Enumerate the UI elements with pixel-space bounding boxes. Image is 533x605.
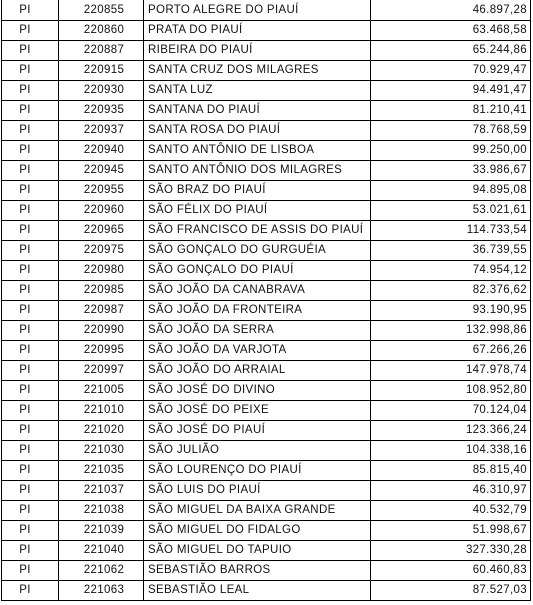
municipality-name-cell: SÃO FÉLIX DO PIAUÍ — [144, 201, 371, 221]
table-row — [2, 541, 531, 561]
state-cell: PI — [2, 281, 59, 301]
amount-cell: 87.527,03 — [371, 581, 531, 601]
municipality-name-cell: SÃO JOÃO DO ARRAIAL — [144, 361, 371, 381]
state-cell: PI — [2, 501, 59, 521]
municipality-name-cell: SEBASTIÃO LEAL — [144, 581, 371, 601]
ibge-code-cell: 220915 — [59, 61, 144, 81]
municipality-name-cell: SÃO JOÃO DA FRONTEIRA — [144, 301, 371, 321]
state-cell: PI — [2, 221, 59, 241]
municipality-table — [1, 0, 531, 601]
state-cell: PI — [2, 581, 59, 601]
amount-cell: 93.190,95 — [371, 301, 531, 321]
table-row — [2, 481, 531, 501]
state-cell: PI — [2, 321, 59, 341]
municipality-name-cell: SÃO GONÇALO DO GURGUÉIA — [144, 241, 371, 261]
amount-cell: 114.733,54 — [371, 221, 531, 241]
state-cell: PI — [2, 121, 59, 141]
table-row — [2, 421, 531, 441]
municipality-name-cell: SANTO ANTÔNIO DOS MILAGRES — [144, 161, 371, 181]
table-row — [2, 121, 531, 141]
state-cell: PI — [2, 0, 59, 21]
state-cell: PI — [2, 381, 59, 401]
amount-cell: 70.124,04 — [371, 401, 531, 421]
municipality-name-cell: PRATA DO PIAUÍ — [144, 21, 371, 41]
amount-cell: 63.468,58 — [371, 21, 531, 41]
ibge-code-cell: 220860 — [59, 21, 144, 41]
municipality-name-cell: SANTA CRUZ DOS MILAGRES — [144, 61, 371, 81]
state-cell: PI — [2, 81, 59, 101]
table-row — [2, 221, 531, 241]
municipality-name-cell: SÃO JOSÉ DO PIAUÍ — [144, 421, 371, 441]
state-cell: PI — [2, 181, 59, 201]
amount-cell: 82.376,62 — [371, 281, 531, 301]
amount-cell: 46.897,28 — [371, 0, 531, 21]
table-row — [2, 101, 531, 121]
ibge-code-cell: 220980 — [59, 261, 144, 281]
amount-cell: 36.739,55 — [371, 241, 531, 261]
ibge-code-cell: 220855 — [59, 0, 144, 21]
table-row — [2, 261, 531, 281]
state-cell: PI — [2, 341, 59, 361]
ibge-code-cell: 221005 — [59, 381, 144, 401]
state-cell: PI — [2, 301, 59, 321]
municipality-name-cell: RIBEIRA DO PIAUÍ — [144, 41, 371, 61]
amount-cell: 123.366,24 — [371, 421, 531, 441]
table-row — [2, 161, 531, 181]
municipality-name-cell: SÃO JOÃO DA CANABRAVA — [144, 281, 371, 301]
table-row — [2, 241, 531, 261]
state-cell: PI — [2, 241, 59, 261]
ibge-code-cell: 221030 — [59, 441, 144, 461]
table-row — [2, 441, 531, 461]
amount-cell: 40.532,79 — [371, 501, 531, 521]
table-row — [2, 521, 531, 541]
amount-cell: 74.954,12 — [371, 261, 531, 281]
municipality-name-cell: SÃO JOSÉ DO DIVINO — [144, 381, 371, 401]
table-row — [2, 341, 531, 361]
municipality-name-cell: SÃO GONÇALO DO PIAUÍ — [144, 261, 371, 281]
municipality-name-cell: SÃO LUIS DO PIAUÍ — [144, 481, 371, 501]
amount-cell: 78.768,59 — [371, 121, 531, 141]
municipality-name-cell: SANTANA DO PIAUÍ — [144, 101, 371, 121]
municipality-name-cell: SÃO LOURENÇO DO PIAUÍ — [144, 461, 371, 481]
municipality-name-cell: SANTA LUZ — [144, 81, 371, 101]
table-row — [2, 561, 531, 581]
table-row — [2, 501, 531, 521]
ibge-code-cell: 221037 — [59, 481, 144, 501]
table-row — [2, 281, 531, 301]
state-cell: PI — [2, 521, 59, 541]
amount-cell: 70.929,47 — [371, 61, 531, 81]
ibge-code-cell: 220955 — [59, 181, 144, 201]
amount-cell: 99.250,00 — [371, 141, 531, 161]
municipality-name-cell: SÃO JOSÉ DO PEIXE — [144, 401, 371, 421]
municipality-table-page — [1, 0, 531, 601]
ibge-code-cell: 220937 — [59, 121, 144, 141]
amount-cell: 51.998,67 — [371, 521, 531, 541]
municipality-name-cell: SÃO JOÃO DA VARJOTA — [144, 341, 371, 361]
ibge-code-cell: 220935 — [59, 101, 144, 121]
state-cell: PI — [2, 421, 59, 441]
table-row — [2, 201, 531, 221]
ibge-code-cell: 220940 — [59, 141, 144, 161]
state-cell: PI — [2, 361, 59, 381]
ibge-code-cell: 221035 — [59, 461, 144, 481]
ibge-code-cell: 220975 — [59, 241, 144, 261]
table-row — [2, 381, 531, 401]
amount-cell: 33.986,67 — [371, 161, 531, 181]
table-row — [2, 581, 531, 601]
table-row — [2, 181, 531, 201]
amount-cell: 60.460,83 — [371, 561, 531, 581]
municipality-name-cell: PORTO ALEGRE DO PIAUÍ — [144, 0, 371, 21]
table-row — [2, 361, 531, 381]
municipality-name-cell: SÃO JULIÃO — [144, 441, 371, 461]
ibge-code-cell: 221039 — [59, 521, 144, 541]
municipality-name-cell: SÃO FRANCISCO DE ASSIS DO PIAUÍ — [144, 221, 371, 241]
municipality-name-cell: SÃO MIGUEL DO FIDALGO — [144, 521, 371, 541]
municipality-name-cell: SANTA ROSA DO PIAUÍ — [144, 121, 371, 141]
table-row — [2, 61, 531, 81]
ibge-code-cell: 220987 — [59, 301, 144, 321]
amount-cell: 85.815,40 — [371, 461, 531, 481]
state-cell: PI — [2, 141, 59, 161]
ibge-code-cell: 220887 — [59, 41, 144, 61]
amount-cell: 104.338,16 — [371, 441, 531, 461]
amount-cell: 94.491,47 — [371, 81, 531, 101]
state-cell: PI — [2, 261, 59, 281]
ibge-code-cell: 220930 — [59, 81, 144, 101]
municipality-name-cell: SANTO ANTÔNIO DE LISBOA — [144, 141, 371, 161]
table-body — [2, 0, 531, 601]
state-cell: PI — [2, 461, 59, 481]
table-row — [2, 401, 531, 421]
amount-cell: 67.266,26 — [371, 341, 531, 361]
municipality-name-cell: SEBASTIÃO BARROS — [144, 561, 371, 581]
amount-cell: 81.210,41 — [371, 101, 531, 121]
ibge-code-cell: 221038 — [59, 501, 144, 521]
table-row — [2, 81, 531, 101]
state-cell: PI — [2, 561, 59, 581]
table-row — [2, 0, 531, 21]
state-cell: PI — [2, 541, 59, 561]
state-cell: PI — [2, 481, 59, 501]
ibge-code-cell: 220960 — [59, 201, 144, 221]
state-cell: PI — [2, 161, 59, 181]
ibge-code-cell: 220945 — [59, 161, 144, 181]
amount-cell: 147.978,74 — [371, 361, 531, 381]
ibge-code-cell: 221040 — [59, 541, 144, 561]
ibge-code-cell: 220995 — [59, 341, 144, 361]
state-cell: PI — [2, 441, 59, 461]
state-cell: PI — [2, 41, 59, 61]
amount-cell: 327.330,28 — [371, 541, 531, 561]
amount-cell: 94.895,08 — [371, 181, 531, 201]
ibge-code-cell: 221020 — [59, 421, 144, 441]
amount-cell: 53.021,61 — [371, 201, 531, 221]
ibge-code-cell: 221062 — [59, 561, 144, 581]
ibge-code-cell: 220985 — [59, 281, 144, 301]
state-cell: PI — [2, 61, 59, 81]
municipality-name-cell: SÃO BRAZ DO PIAUÍ — [144, 181, 371, 201]
amount-cell: 132.998,86 — [371, 321, 531, 341]
state-cell: PI — [2, 201, 59, 221]
municipality-name-cell: SÃO JOÃO DA SERRA — [144, 321, 371, 341]
municipality-name-cell: SÃO MIGUEL DA BAIXA GRANDE — [144, 501, 371, 521]
table-row — [2, 141, 531, 161]
state-cell: PI — [2, 101, 59, 121]
amount-cell: 46.310,97 — [371, 481, 531, 501]
amount-cell: 65.244,86 — [371, 41, 531, 61]
table-row — [2, 301, 531, 321]
table-row — [2, 41, 531, 61]
amount-cell: 108.952,80 — [371, 381, 531, 401]
state-cell: PI — [2, 21, 59, 41]
ibge-code-cell: 221010 — [59, 401, 144, 421]
ibge-code-cell: 220997 — [59, 361, 144, 381]
municipality-name-cell: SÃO MIGUEL DO TAPUIO — [144, 541, 371, 561]
ibge-code-cell: 221063 — [59, 581, 144, 601]
ibge-code-cell: 220965 — [59, 221, 144, 241]
table-row — [2, 461, 531, 481]
table-row — [2, 21, 531, 41]
ibge-code-cell: 220990 — [59, 321, 144, 341]
state-cell: PI — [2, 401, 59, 421]
table-row — [2, 321, 531, 341]
